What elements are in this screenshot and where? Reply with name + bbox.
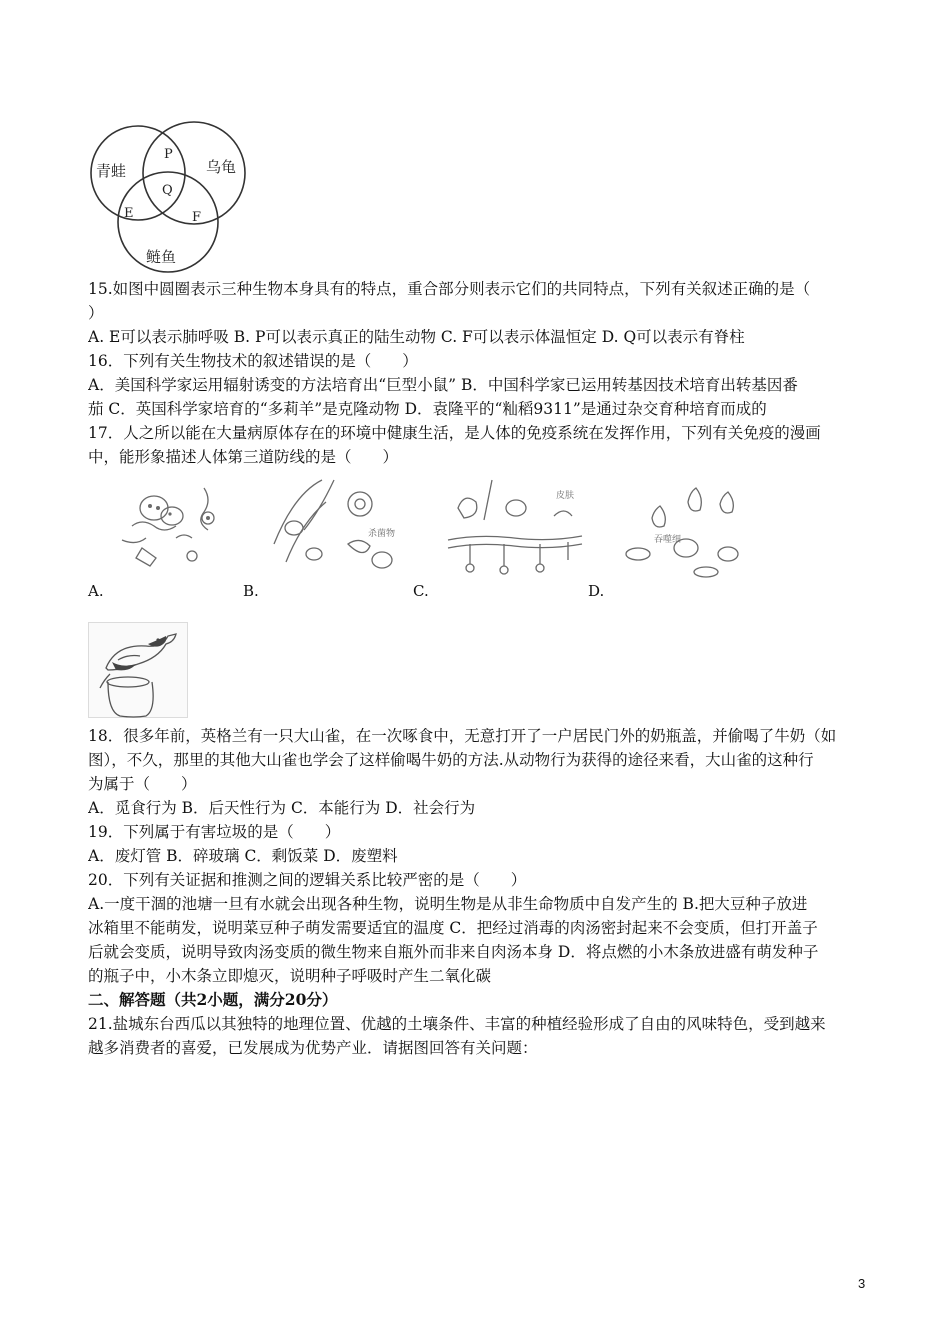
immune-cartoon-d	[620, 484, 752, 584]
img-d-label: 吞噬细	[654, 535, 682, 545]
q16-options-line2: 茄 C．英国科学家培育的“多莉羊”是克隆动物 D．袁隆平的“籼稻9311”是通过杂交育种培育而成的	[88, 400, 767, 418]
immune-cartoon-a	[112, 478, 230, 578]
q21-line2: 越多消费者的喜爱，已发展成为优势产业．请据图回答有关问题：	[88, 1039, 538, 1057]
q20-line3: 后就会变质，说明导致肉汤变质的微生物来自瓶外而非来自肉汤本身 D．将点燃的小木条放进盛有萌发种子	[88, 943, 819, 961]
q15-stem-line1: 15.如图中圆圈表示三种生物本身具有的特点，重合部分则表示它们的共同特点，下列有关叙述正确的是（	[88, 280, 811, 298]
venn-label-frog: 青蛙	[96, 162, 127, 180]
bird-milk-bottle-image	[88, 622, 188, 718]
venn-label-turtle: 乌龟	[206, 158, 237, 176]
venn-label-q: Q	[162, 183, 173, 198]
section-two-heading: 二、解答题（共2小题，满分20分）	[88, 990, 338, 1009]
q17-option-d-label: D.	[588, 582, 605, 600]
q18-line2: 图），不久，那里的其他大山雀也学会了这样偷喝牛奶的方法.从动物行为获得的途径来看，大山雀的这种行	[88, 751, 814, 769]
q19-options: A．废灯管 B．碎玻璃 C．剩饭菜 D．废塑料	[88, 847, 398, 865]
q17-option-b-label: B.	[243, 582, 259, 600]
q16-options-line1: A．美国科学家运用辐射诱变的方法培育出“巨型小鼠” B．中国科学家已运用转基因技术培育出转基因番	[88, 376, 798, 394]
img-b-label: 杀菌物	[368, 529, 396, 539]
q17-stem-line1: 17．人之所以能在大量病原体存在的环境中健康生活，是人体的免疫系统在发挥作用，下列有关免疫的漫画	[88, 424, 821, 442]
q19-stem: 19．下列属于有害垃圾的是（ ）	[88, 823, 341, 841]
q18-line1: 18．很多年前，英格兰有一只大山雀，在一次啄食中，无意打开了一户居民门外的奶瓶盖，并偷喝了牛奶（如	[88, 727, 837, 745]
venn-label-p: P	[164, 147, 173, 162]
venn-diagram	[86, 118, 256, 278]
q18-options: A．觅食行为 B．后天性行为 C．本能行为 D．社会行为	[88, 799, 476, 817]
q20-line4: 的瓶子中，小木条立即熄灭，说明种子呼吸时产生二氧化碳	[88, 967, 492, 985]
venn-label-f: F	[192, 210, 202, 225]
immune-cartoon-b	[264, 474, 412, 582]
q20-line1: A.一度干涸的池塘一旦有水就会出现各种生物，说明生物是从非生命物质中自发产生的 B.把大豆种子放进	[88, 895, 808, 913]
q17-option-c-label: C.	[413, 582, 429, 600]
img-c-label: 皮肤	[556, 491, 575, 501]
page-number: 3	[858, 1276, 866, 1291]
q21-line1: 21.盐城东台西瓜以其独特的地理位置、优越的土壤条件、丰富的种植经验形成了自由的风味特色，受到越来	[88, 1015, 826, 1033]
q15-options: A. E可以表示肺呼吸 B. P可以表示真正的陆生动物 C. F可以表示体温恒定 D. Q可以表示有脊柱	[88, 328, 745, 346]
venn-label-e: E	[124, 206, 134, 221]
immune-cartoon-c	[444, 478, 586, 582]
q16-stem: 16．下列有关生物技术的叙述错误的是（ ）	[88, 352, 418, 370]
q18-line3: 为属于（ ）	[88, 775, 197, 793]
venn-label-fish: 鲢鱼	[146, 248, 177, 266]
q17-option-a-label: A.	[88, 582, 104, 600]
q17-stem-line2: 中，能形象描述人体第三道防线的是（ ）	[88, 448, 399, 466]
q15-stem-line2: ）	[88, 304, 104, 322]
q20-line2: 冰箱里不能萌发，说明菜豆种子萌发需要适宜的温度 C．把经过消毒的肉汤密封起来不会变质，但打开盖子	[88, 919, 818, 937]
q20-stem: 20．下列有关证据和推测之间的逻辑关系比较严密的是（ ）	[88, 871, 527, 889]
